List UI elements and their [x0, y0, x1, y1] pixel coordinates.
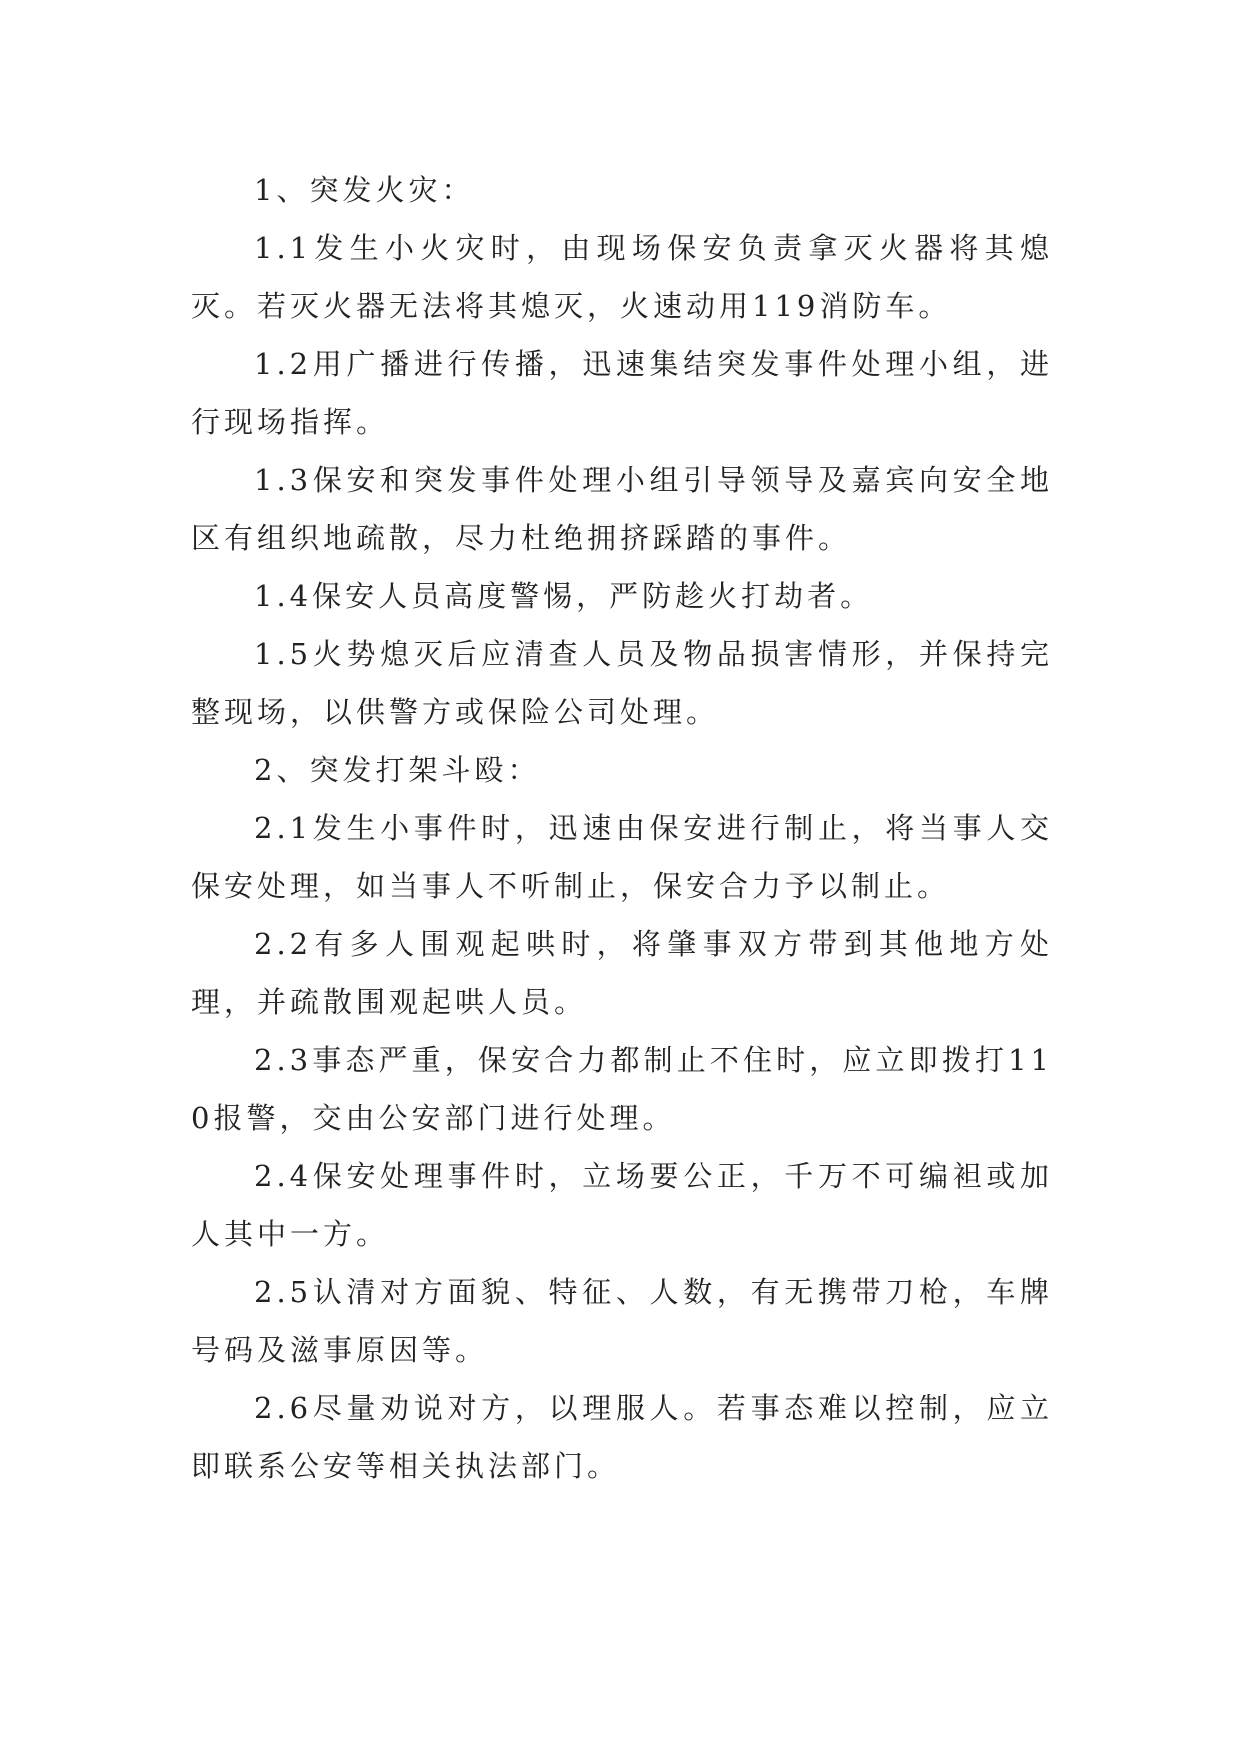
document-body	[191, 161, 1053, 1495]
paragraph-1-3: 1.3保安和突发事件处理小组引导领导及嘉宾向安全地区有组织地疏散，尽力杜绝拥挤踩踏的事件。	[191, 463, 1053, 555]
paragraph-2-3: 2.3事态严重，保安合力都制止不住时，应立即拨打110报警，交由公安部门进行处理。	[191, 1043, 1053, 1135]
paragraph-2-1: 2.1发生小事件时，迅速由保安进行制止，将当事人交保安处理，如当事人不听制止，保安合力予以制止。	[191, 811, 1053, 903]
paragraph-2-4: 2.4保安处理事件时，立场要公正，千万不可编袒或加人其中一方。	[191, 1159, 1053, 1251]
paragraph-1-5: 1.5火势熄灭后应清查人员及物品损害情形，并保持完整现场，以供警方或保险公司处理。	[191, 637, 1053, 729]
paragraph-2-2: 2.2有多人围观起哄时，将肇事双方带到其他地方处理，并疏散围观起哄人员。	[191, 927, 1053, 1019]
paragraph-2-5: 2.5认清对方面貌、特征、人数，有无携带刀枪，车牌号码及滋事原因等。	[191, 1275, 1053, 1367]
paragraph-1-2: 1.2用广播进行传播，迅速集结突发事件处理小组，进行现场指挥。	[191, 347, 1053, 439]
paragraph-2-6: 2.6尽量劝说对方，以理服人。若事态难以控制，应立即联系公安等相关执法部门。	[191, 1391, 1053, 1483]
paragraph-1-4: 1.4保安人员高度警惕，严防趁火打劫者。	[254, 579, 874, 613]
paragraph-heading-fight: 2、突发打架斗殴：	[254, 753, 541, 787]
paragraph-heading-fire: 1、突发火灾：	[254, 173, 475, 207]
paragraph-1-1: 1.1发生小火灾时，由现场保安负责拿灭火器将其熄灭。若灭火器无法将其熄灭，火速动用119消防车。	[191, 231, 1053, 323]
